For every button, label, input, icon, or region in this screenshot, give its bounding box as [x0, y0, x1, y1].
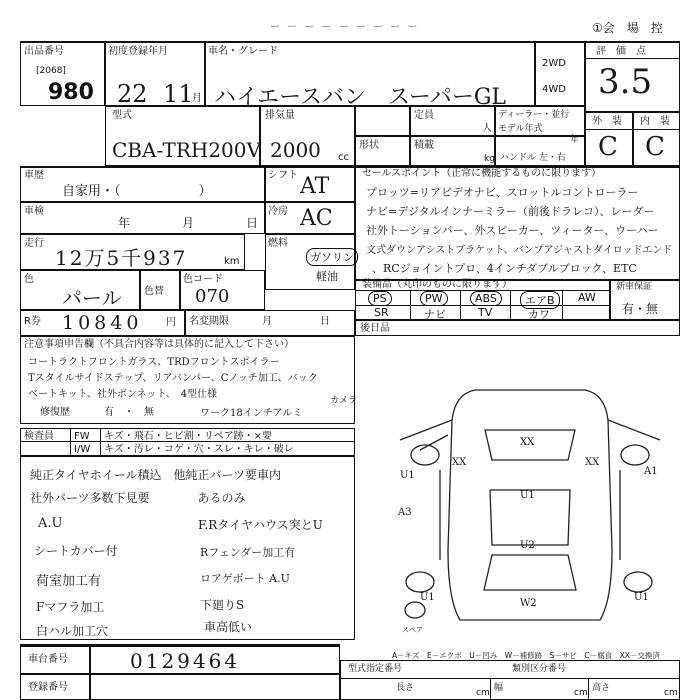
model-year-label: モデル年式	[498, 124, 543, 134]
model-value: CBA-TRH200V	[112, 138, 261, 162]
repair-label: 修復歴	[40, 407, 70, 418]
inspector-row2: キズ・汚レ・コゲ・穴・スレ・キレ・破レ	[104, 444, 294, 455]
displacement-value: 2000	[270, 138, 321, 162]
wheel-fr	[621, 445, 649, 465]
shift-value: AT	[300, 174, 330, 199]
remark-right-1: F.Rタイヤハウス突とU	[198, 518, 323, 532]
first-reg-month-unit: 月	[192, 93, 202, 104]
mark-xx-front: XX	[520, 437, 535, 448]
header-top-text: ー ー ー ー ー ー ー ー ー	[270, 22, 420, 33]
lot-number: 980	[48, 80, 94, 105]
mark-u1-left: U1	[400, 470, 415, 481]
equipment-abs: ABS	[470, 291, 502, 306]
inspection-day-unit: 日	[246, 216, 259, 230]
mileage-label: 走行	[24, 238, 44, 249]
drive-2wd: 2WD	[542, 58, 566, 69]
equipment-ps: PS	[368, 291, 392, 306]
height-label: 高さ	[592, 683, 611, 693]
remark-6: Fマフラ加工	[36, 600, 105, 614]
sales-points-label: セールスポイント（正常に機能するものに限ります）	[362, 168, 602, 179]
rating-label: 評 価 点	[596, 46, 646, 57]
capacity-unit: 人	[482, 123, 492, 134]
title-change-label: 名変期限	[189, 316, 229, 327]
mark-a3-left: A3	[398, 507, 412, 518]
title-change-day: 日	[320, 316, 330, 327]
color-code-label: 色コード	[183, 274, 223, 285]
recycle-value: 10840	[62, 312, 143, 334]
registration-label: 登録番号	[28, 682, 68, 693]
mark-u1-roof: U1	[520, 490, 535, 501]
inspector-fw: FW	[74, 431, 90, 442]
sales-line-5: 、RCジョイントプロ、4インチダブルブロック、ETC	[372, 262, 637, 275]
load-unit: kg	[484, 154, 495, 164]
shape-label: 形状	[359, 140, 379, 151]
length-unit: cm	[476, 688, 490, 698]
mileage-value: 12万5千937	[55, 246, 188, 270]
width-label: 幅	[494, 683, 504, 693]
recycle-unit: 円	[166, 317, 176, 328]
remark-4: シートカバー付	[34, 544, 118, 558]
height-unit: cm	[664, 688, 678, 698]
equipment-airbag: エアB	[520, 291, 560, 309]
inspection-year-unit: 年	[118, 216, 131, 230]
car-body-outline	[448, 390, 612, 620]
sales-line-2: ナビ=デジタルインナーミラー（前後ドラレコ）、レーダー	[366, 205, 655, 218]
options-label: 後日品	[360, 323, 390, 334]
fuel-diesel: 軽油	[316, 270, 338, 283]
spare-wheel	[405, 602, 425, 618]
sales-line-3: 社外トーションバー、外スピーカー、ツィーター、ウーハー	[366, 224, 659, 237]
remark-5: 荷室加工有	[36, 574, 102, 589]
color-value: パール	[62, 286, 122, 310]
mark-xx-right: XX	[585, 457, 600, 468]
equipment-navi: ナビ	[424, 308, 446, 321]
shift-label: シフト	[268, 170, 298, 181]
fuel-gasoline: ガソリン	[306, 248, 358, 266]
notes-line-3: ベートキット、社外ボンネット、 4型仕様	[28, 389, 218, 400]
category-label: 類別区分番号	[512, 664, 567, 674]
width-unit: cm	[574, 688, 588, 698]
model-label: 型式	[112, 110, 132, 121]
usage-label: 車歴	[24, 170, 44, 181]
mileage-unit: km	[224, 256, 240, 267]
equipment-aw: AW	[578, 291, 596, 304]
inspection-month-unit: 月	[182, 216, 195, 230]
remark-1: 純正タイヤホイール積込 他純正パーツ要車内	[30, 468, 282, 482]
remark-right-4: 下廻りS	[200, 598, 245, 612]
capacity-label: 定員	[414, 110, 434, 121]
mark-u1-rl: U1	[420, 592, 435, 603]
type-designation-label: 型式指定番号	[348, 664, 403, 674]
wheel-rr	[624, 572, 652, 592]
color-label: 色	[24, 274, 34, 285]
color-code-value: 070	[195, 286, 230, 307]
remark-right-5: 車高低い	[204, 620, 253, 634]
model-year-unit: 年	[570, 135, 580, 145]
dealer-label: ディーラー・並行	[498, 110, 570, 120]
mark-w2-bumper: W2	[520, 598, 537, 609]
remark-3: A.U	[38, 516, 63, 531]
remark-7: 白ハル加工穴	[36, 624, 109, 638]
exterior-label: 外 装	[592, 116, 622, 127]
drive-4wd: 4WD	[542, 84, 566, 95]
damage-diagram	[380, 360, 680, 645]
usage-value: 自家用・（ ）	[62, 184, 212, 199]
first-reg-year: 22	[117, 80, 148, 108]
notes-label: 注意事項申告欄（不具合内容等は具体的に記入して下さい）	[24, 339, 294, 350]
load-label: 積載	[414, 140, 434, 151]
damage-legend: A－キズ E－エクボ U－凹み W－補修跡 S－サビ C－腐食 XX－交換済	[392, 651, 660, 660]
car-number-label: 車台番号	[28, 654, 68, 665]
recycle-label: R券	[24, 316, 41, 327]
wheel-rl	[406, 572, 434, 592]
equipment-pw: PW	[420, 291, 448, 306]
displacement-unit: cc	[338, 152, 349, 163]
equipment-label: 装備品（丸印のものに限ります）	[362, 279, 512, 290]
equipment-sr: SR	[374, 306, 389, 319]
equipment-tv: TV	[478, 306, 493, 319]
notes-camera: カメラ	[330, 396, 358, 406]
notes-line-1: コートラクトフロントガラス、TRDフロントスポイラー	[28, 357, 280, 368]
length-label: 長さ	[396, 683, 415, 693]
remark-right-2: Rフェンダー加工有	[200, 546, 296, 559]
fuel-label: 燃料	[268, 238, 288, 249]
inspector-row1: キズ・飛石・ヒビ割・リペア跡・×要	[104, 431, 272, 442]
inspector-label: 検査員	[24, 431, 54, 442]
lot-label: 出品番号	[24, 46, 64, 57]
rating-score: 3.5	[598, 62, 653, 102]
aircon-value: AC	[300, 206, 333, 231]
first-reg-label: 初度登録年月	[108, 46, 168, 57]
repair-options: 有 ・ 無	[104, 407, 154, 418]
title-change-month: 月	[262, 316, 272, 327]
new-warranty-value: 有・無	[622, 302, 659, 316]
color-change-label: 色替	[144, 286, 164, 297]
first-reg-month: 11	[163, 80, 194, 108]
interior-label: 内 装	[640, 116, 670, 127]
car-number-value: 0129464	[130, 649, 241, 673]
car-name-label: 車名・グレード	[208, 46, 278, 57]
inspection-label: 車検	[24, 206, 44, 217]
inspector-iw: I/W	[74, 444, 91, 455]
car-name-value: ハイエースバン スーパーGL	[214, 85, 507, 110]
header-copy-label: ①会 場 控	[592, 21, 663, 35]
right-mirror	[608, 420, 660, 440]
displacement-label: 排気量	[265, 110, 295, 121]
mark-a1-right: A1	[644, 466, 658, 477]
aircon-label: 冷房	[268, 206, 288, 217]
notes-line-4: ワーク18インチアルミ	[200, 408, 303, 419]
exterior-grade: C	[598, 132, 618, 162]
mark-u1-rr: U1	[634, 592, 649, 603]
remark-right-3: ロアゲボート A.U	[200, 572, 290, 585]
interior-grade: C	[645, 132, 665, 162]
mark-u2-rear: U2	[520, 540, 535, 551]
sales-line-1: プロッツ=リアビデオナビ、スロットルコントローラー	[366, 186, 639, 199]
lot-sub: [2068]	[36, 66, 66, 76]
spare-label: スペア	[402, 626, 423, 634]
rear-window	[484, 555, 576, 590]
equipment-leather: カワ	[528, 308, 550, 321]
notes-line-2: Tスタイルサイドステップ、リアバンパー、Cノッチ加工、バック	[28, 373, 318, 384]
sales-line-4: 文式ダウンアシストブラケット、バンプアジャストダイロッドエンド	[366, 245, 673, 256]
handle-side: ハンドル 左・右	[500, 153, 566, 163]
remark-2: 社外パーツ多数下見要 あるのみ	[30, 491, 246, 505]
mark-xx-left: XX	[452, 457, 467, 468]
new-warranty-label: 新車保証	[616, 282, 653, 292]
